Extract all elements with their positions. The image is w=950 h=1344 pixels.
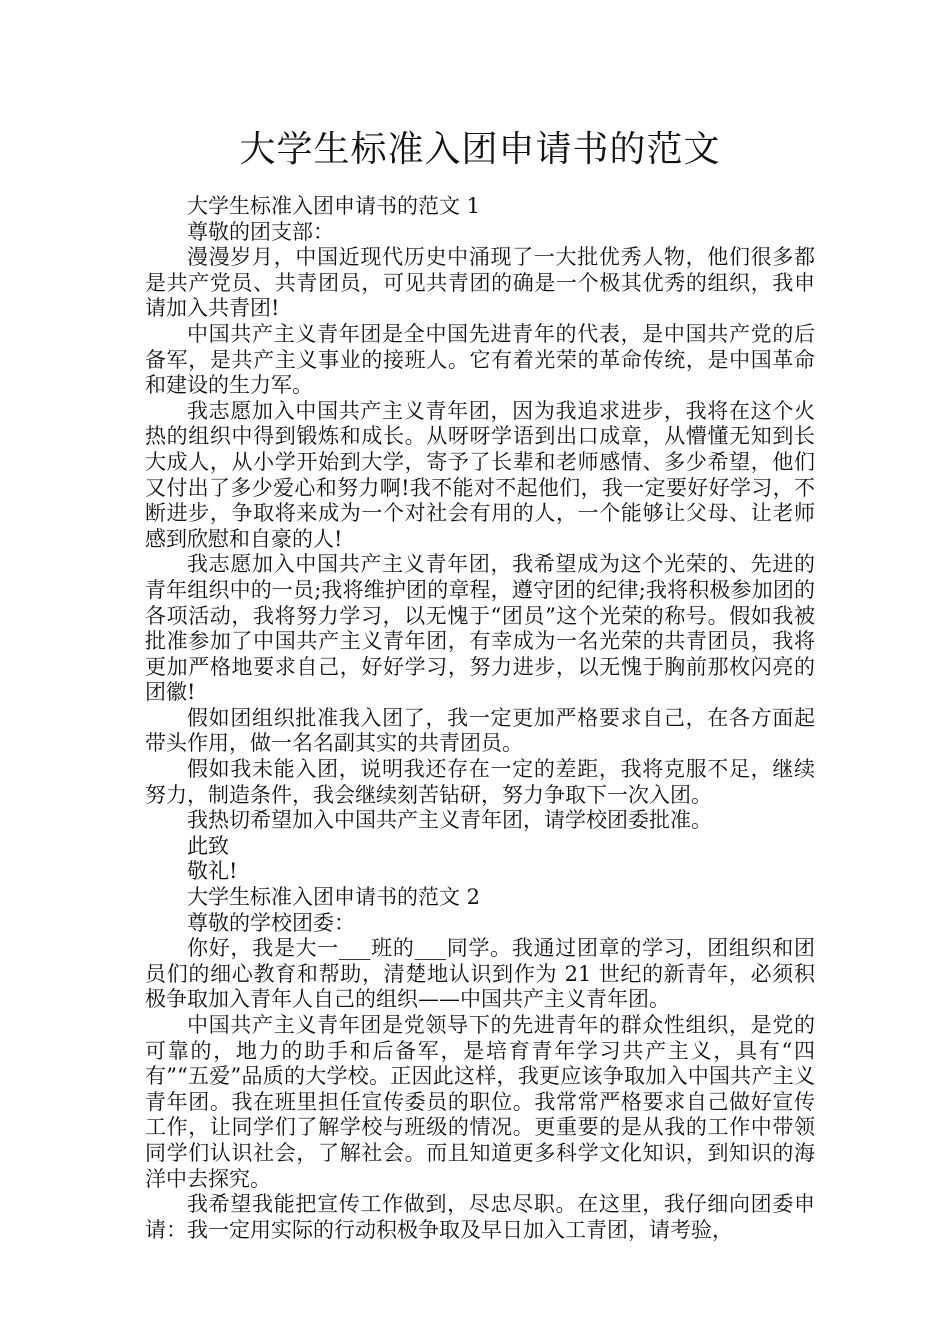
document-body <box>145 194 815 1243</box>
body-paragraph: 中国共产主义青年团是全中国先进青年的代表，是中国共产党的后备军，是共产主义事业的接班人。它有着光荣的革命传统，是中国革命和建设的生力军。 <box>145 321 815 398</box>
body-paragraph: 我志愿加入中国共产主义青年团，我希望成为这个光荣的、先进的青年组织中的一员;我将维护团的章程，遵守团的纪律;我将积极参加团的各项活动，我将努力学习，以无愧于“团员”这个光荣的称号。假如我被批准参加了中国共产主义青年团，有幸成为一名光荣的共青团员，我将更加严格地要求自己，好好学习，努力进步，以无愧于胸前那枚闪亮的团徽! <box>145 552 815 705</box>
body-paragraph: 假如我未能入团，说明我还存在一定的差距，我将克服不足，继续努力，制造条件，我会继续刻苦钻研，努力争取下一次入团。 <box>145 757 815 807</box>
salutation-1: 尊敬的团支部： <box>187 219 334 244</box>
salutation-2: 尊敬的学校团委： <box>187 910 355 935</box>
document-title: 大学生标准入团申请书的范文 <box>239 129 721 170</box>
body-paragraph: 中国共产主义青年团是党领导下的先进青年的群众性组织，是党的可靠的，地力的助手和后备军，是培育青年学习共产主义，具有“四有”“五爱”品质的大学校。正因此这样，我更应该争取加入中国共产主义青年团。我在班里担任宣传委员的职位。我常常严格要求自己做好宣传工作，让同学们了解学校与班级的情况。更重要的是从我的工作中带领同学们认识社会，了解社会。而且知道更多科学文化知识，到知识的海洋中去探究。 <box>145 1013 815 1191</box>
body-paragraph: 你好，我是大一___班的___同学。我通过团章的学习，团组织和团员们的细心教育和帮助，清楚地认识到作为 21 世纪的新青年，必须积极争取加入青年人自己的组织——中国共产主义青年团。 <box>145 936 815 1012</box>
section-heading-1: 大学生标准入团申请书的范文 1 <box>187 194 481 218</box>
body-paragraph: 漫漫岁月，中国近现代历史中涌现了一大批优秀人物，他们很多都是共产党员、共青团员，可见共青团的确是一个极其优秀的组织，我申请加入共青团! <box>145 245 815 321</box>
body-paragraph: 我志愿加入中国共产主义青年团，因为我追求进步，我将在这个火热的组织中得到锻炼和成长。从呀呀学语到出口成章，从懵懂无知到长大成人，从小学开始到大学，寄予了长辈和老师感情、多少希望，他们又付出了多少爱心和努力啊!我不能对不起他们，我一定要好好学习，不断进步，争取将来成为一个对社会有用的人，一个能够让父母、让老师感到欣慰和自豪的人! <box>145 398 815 551</box>
body-paragraph: 假如团组织批准我入团了，我一定更加严格要求自己，在各方面起带头作用，做一名名副其实的共青团员。 <box>145 705 815 756</box>
body-paragraph: 我热切希望加入中国共产主义青年团，请学校团委批准。 <box>187 808 712 833</box>
document-page <box>145 122 815 1243</box>
body-paragraph: 我希望我能把宣传工作做到，尽忠尽职。在这里，我仔细向团委申请：我一定用实际的行动积极争取及早日加入工青团，请考验， <box>145 1192 815 1242</box>
closing-line: 敬礼! <box>187 859 238 884</box>
section-heading-2: 大学生标准入团申请书的范文 2 <box>187 885 481 910</box>
closing-line: 此致 <box>187 833 229 858</box>
